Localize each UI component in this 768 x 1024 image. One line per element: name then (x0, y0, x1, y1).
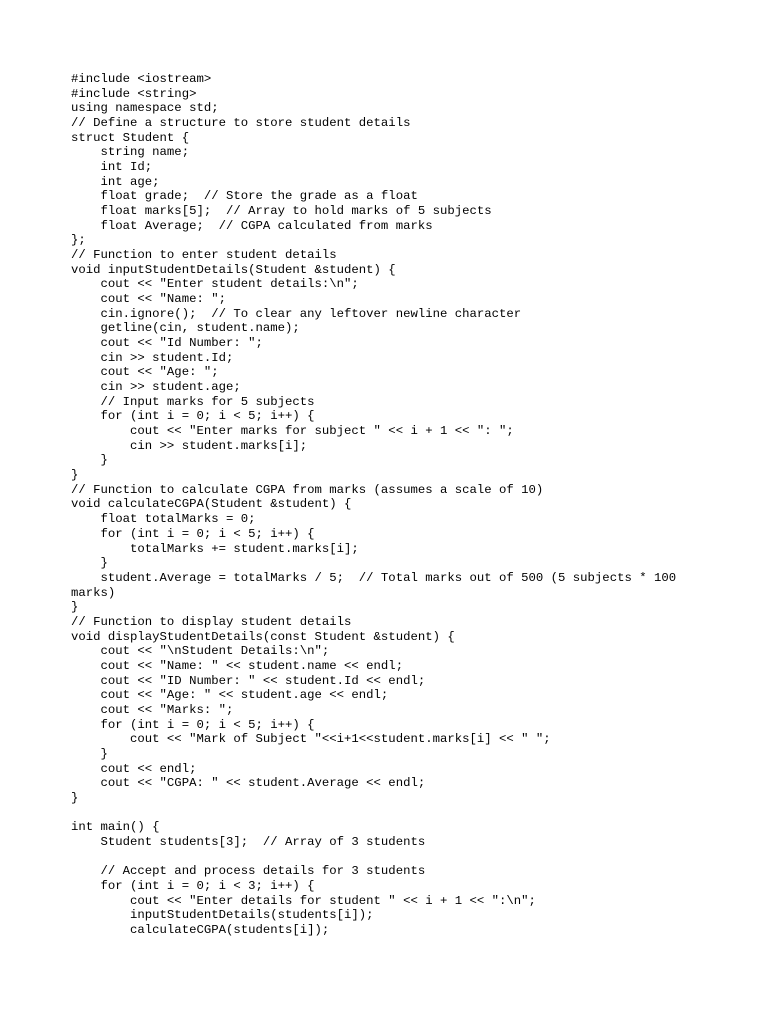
code-line: cout << "Id Number: "; (71, 336, 263, 351)
code-line: inputStudentDetails(students[i]); (71, 908, 374, 923)
code-line: #include <string> (71, 86, 197, 101)
code-line: student.Average = totalMarks / 5; // Total marks out of 500 (5 subjects * 100 (71, 570, 677, 585)
code-line: } (71, 790, 79, 805)
code-line: int Id; (71, 160, 153, 175)
code-line: cout << "Name: "; (71, 292, 226, 307)
code-line: // Input marks for 5 subjects (71, 394, 315, 409)
code-line: #include <iostream> (71, 72, 212, 86)
code-line: } (71, 600, 79, 615)
code-line: // Accept and process details for 3 students (71, 864, 426, 879)
code-line: cout << "ID Number: " << student.Id << endl; (71, 673, 426, 688)
code-line: cout << "Age: " << student.age << endl; (71, 688, 389, 703)
code-line: for (int i = 0; i < 5; i++) { (71, 526, 315, 541)
code-line: cin >> student.age; (71, 380, 241, 395)
code-line: // Define a structure to store student details (71, 116, 411, 131)
code-line: void displayStudentDetails(const Student &student) { (71, 629, 455, 644)
code-line: void calculateCGPA(Student &student) { (71, 497, 352, 512)
code-line: cout << "Marks: "; (71, 702, 234, 717)
code-line: calculateCGPA(students[i]); (71, 922, 330, 937)
code-line: } (71, 746, 108, 761)
code-line: cout << "Age: "; (71, 365, 219, 380)
code-line (71, 806, 731, 821)
code-line: cout << "Name: " << student.name << endl; (71, 658, 404, 673)
code-listing (71, 72, 731, 938)
code-line: cout << "Enter marks for subject " << i + 1 << ": "; (71, 424, 514, 439)
code-line: int age; (71, 174, 160, 189)
code-line: } (71, 556, 108, 571)
code-line: float totalMarks = 0; (71, 512, 256, 527)
code-line: marks) (71, 585, 116, 600)
code-line: for (int i = 0; i < 3; i++) { (71, 878, 315, 893)
code-line: struct Student { (71, 130, 190, 145)
code-line: cout << endl; (71, 761, 197, 776)
code-line: cout << "CGPA: " << student.Average << endl; (71, 776, 426, 791)
code-line: string name; (71, 145, 190, 160)
code-line: }; (71, 233, 86, 248)
code-line: // Function to enter student details (71, 248, 337, 263)
code-line: float Average; // CGPA calculated from marks (71, 218, 433, 233)
code-line: cout << "\nStudent Details:\n"; (71, 644, 330, 659)
code-line: Student students[3]; // Array of 3 students (71, 834, 426, 849)
code-line: float grade; // Store the grade as a float (71, 189, 418, 204)
code-line: cout << "Enter details for student " << i + 1 << ":\n"; (71, 893, 536, 908)
code-line: // Function to display student details (71, 614, 352, 629)
code-line: cin.ignore(); // To clear any leftover newline character (71, 306, 522, 321)
code-line: int main() { (71, 820, 160, 835)
code-line: for (int i = 0; i < 5; i++) { (71, 717, 315, 732)
code-line: cout << "Mark of Subject "<<i+1<<student.marks[i] << " "; (71, 732, 551, 747)
code-line: totalMarks += student.marks[i]; (71, 541, 359, 556)
code-line: for (int i = 0; i < 5; i++) { (71, 409, 315, 424)
code-line: cin >> student.Id; (71, 350, 234, 365)
code-line: cout << "Enter student details:\n"; (71, 277, 359, 292)
code-line: void inputStudentDetails(Student &student) { (71, 262, 396, 277)
code-line: using namespace std; (71, 101, 219, 116)
code-line: float marks[5]; // Array to hold marks of 5 subjects (71, 204, 492, 219)
code-line: cin >> student.marks[i]; (71, 438, 308, 453)
code-line: } (71, 468, 79, 483)
code-line: getline(cin, student.name); (71, 321, 300, 336)
code-line (71, 850, 731, 865)
code-line: } (71, 453, 108, 468)
code-line: // Function to calculate CGPA from marks (assumes a scale of 10) (71, 482, 544, 497)
